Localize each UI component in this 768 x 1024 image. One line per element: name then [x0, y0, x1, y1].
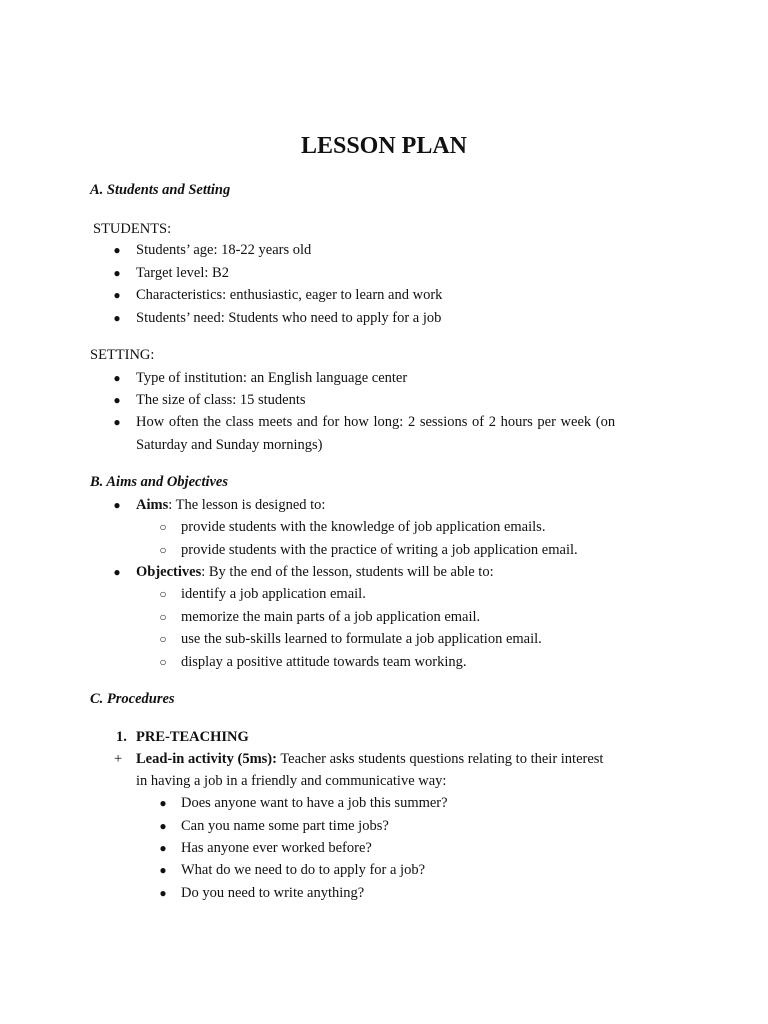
list-item: Do you need to write anything? [181, 885, 365, 901]
circle-bullet-icon: ○ [159, 543, 167, 557]
page-title: LESSON PLAN [300, 133, 468, 159]
list-item: How often the class meets and for how long: 2 sessions of 2 hours per week (on [136, 414, 616, 430]
leadin-label: Lead-in activity (5ms): [136, 751, 277, 767]
list-item: provide students with the practice of writing a job application email. [181, 542, 578, 558]
circle-bullet-icon: ○ [159, 632, 167, 646]
bullet-icon: ● [159, 819, 167, 833]
bullet-icon: ● [113, 266, 121, 280]
bullet-icon: ● [113, 371, 121, 385]
bullet-icon: ● [159, 863, 167, 877]
bullet-icon: ● [159, 886, 167, 900]
leadin-continuation: in having a job in a friendly and communicative way: [136, 773, 447, 789]
list-item: Target level: B2 [136, 265, 229, 281]
list-item: The size of class: 15 students [136, 392, 306, 408]
aims-line [136, 495, 325, 515]
list-item: Type of institution: an English language center [136, 370, 408, 386]
objectives-label: Objectives [136, 564, 202, 580]
bullet-icon: ● [113, 393, 121, 407]
step-title: PRE-TEACHING [136, 729, 249, 745]
bullet-icon: ● [113, 415, 121, 429]
circle-bullet-icon: ○ [159, 655, 167, 669]
circle-bullet-icon: ○ [159, 520, 167, 534]
section-c-heading: C. Procedures [90, 691, 175, 707]
list-item-continuation: Saturday and Sunday mornings) [136, 437, 323, 453]
section-a-heading: A. Students and Setting [90, 182, 231, 198]
section-b-heading: B. Aims and Objectives [90, 474, 229, 490]
circle-bullet-icon: ○ [159, 587, 167, 601]
list-item: provide students with the knowledge of job application emails. [181, 519, 546, 535]
list-item: Can you name some part time jobs? [181, 818, 389, 834]
bullet-icon: ● [113, 311, 121, 325]
leadin-line [136, 749, 603, 769]
list-item: identify a job application email. [181, 586, 366, 602]
aims-label: Aims [136, 497, 169, 513]
bullet-icon: ● [159, 796, 167, 810]
list-item: display a positive attitude towards team working. [181, 654, 467, 670]
list-item: use the sub-skills learned to formulate a job application email. [181, 631, 542, 647]
bullet-icon: ● [113, 565, 121, 579]
list-item: Students’ need: Students who need to apply for a job [136, 310, 442, 326]
objectives-text: : By the end of the lesson, students will be able to: [201, 564, 494, 580]
objectives-line [136, 562, 494, 582]
list-item: What do we need to do to apply for a job? [181, 862, 426, 878]
plus-marker: + [114, 751, 123, 767]
aims-text: : The lesson is designed to: [168, 497, 326, 513]
leadin-text: Teacher asks students questions relating to their interest [276, 751, 604, 767]
list-item: Characteristics: enthusiastic, eager to learn and work [136, 287, 443, 303]
list-item: Does anyone want to have a job this summer? [181, 795, 448, 811]
bullet-icon: ● [159, 841, 167, 855]
bullet-icon: ● [113, 498, 121, 512]
list-item: Has anyone ever worked before? [181, 840, 372, 856]
list-item: Students’ age: 18-22 years old [136, 242, 312, 258]
circle-bullet-icon: ○ [159, 610, 167, 624]
step-number: 1. [116, 729, 127, 745]
bullet-icon: ● [113, 288, 121, 302]
setting-label: SETTING: [90, 347, 155, 363]
students-label: STUDENTS: [93, 221, 172, 237]
bullet-icon: ● [113, 243, 121, 257]
list-item: memorize the main parts of a job application email. [181, 609, 481, 625]
